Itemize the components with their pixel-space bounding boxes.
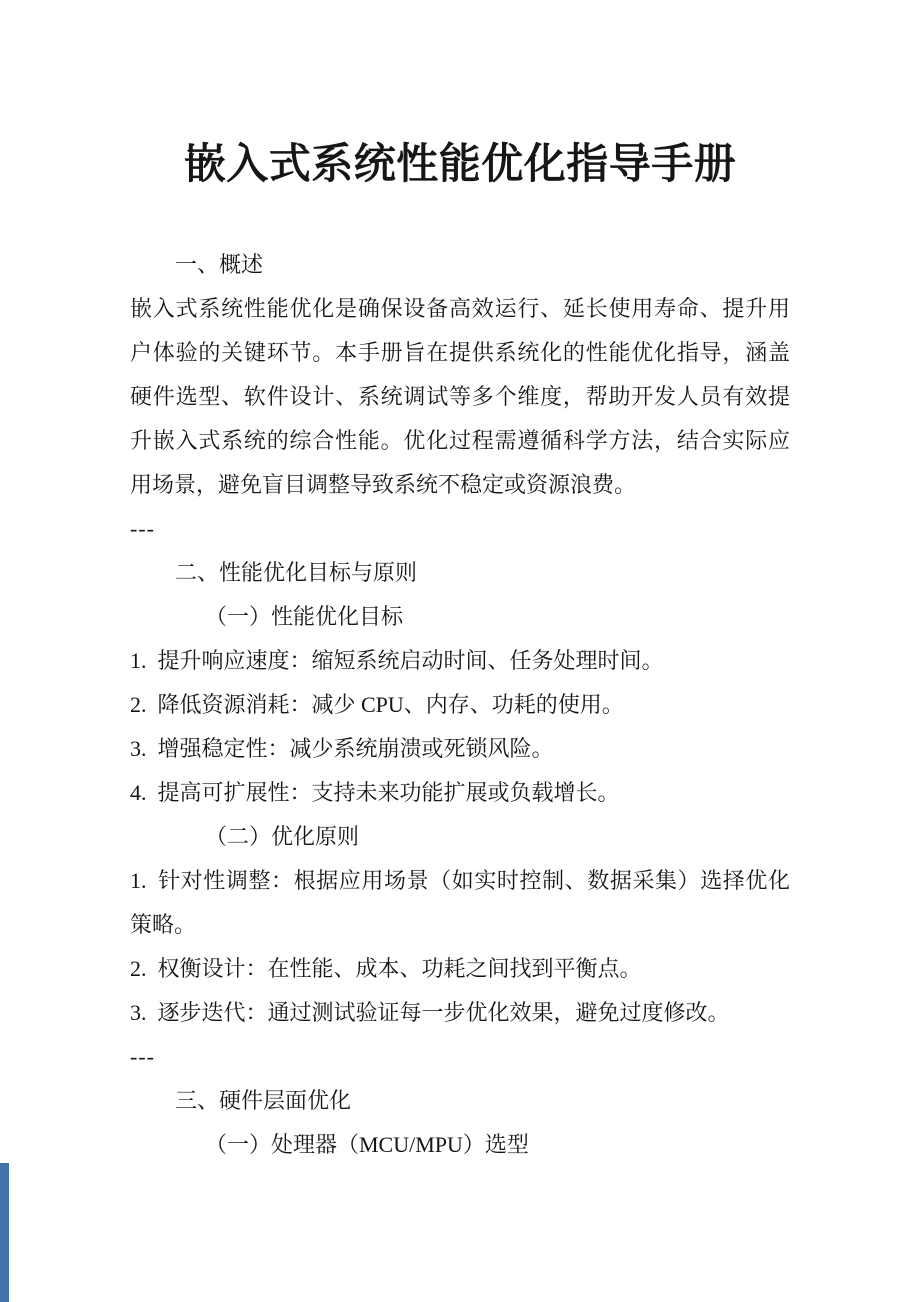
list-number: 2.: [130, 692, 147, 717]
subsection-heading: （一）性能优化目标: [205, 604, 404, 629]
list-number: 3.: [130, 736, 147, 761]
subsection-heading: （二）优化原则: [205, 824, 360, 849]
section-heading: 一、概述: [175, 252, 264, 277]
section-heading: 二、性能优化目标与原则: [175, 560, 418, 585]
paragraph-line: 用场景，避免盲目调整导致系统不稳定或资源浪费。: [130, 472, 637, 497]
list-item: [130, 727, 790, 771]
section-heading: 三、硬件层面优化: [175, 1088, 352, 1113]
paragraph-line: 嵌入式系统性能优化是确保设备高效运行、延长使用寿命、提升用: [130, 296, 790, 321]
subsection-heading: （一）处理器（MCU/MPU）选型: [205, 1132, 529, 1157]
list-item: [130, 639, 790, 683]
paragraph-line: 升嵌入式系统的综合性能。优化过程需遵循科学方法，结合实际应: [130, 428, 790, 453]
list-item: [130, 771, 790, 815]
list-number: 2.: [130, 956, 147, 981]
separator-dashes: ---: [130, 516, 155, 541]
separator-dashes: ---: [130, 1044, 155, 1069]
document-title: 嵌入式系统性能优化指导手册: [183, 140, 737, 187]
list-number: 4.: [130, 780, 147, 805]
paragraph-line: 户体验的关键环节。本手册旨在提供系统化的性能优化指导，涵盖: [130, 340, 790, 365]
list-item-text: 提升响应速度：缩短系统启动时间、任务处理时间。: [157, 648, 664, 673]
list-item-text: 权衡设计：在性能、成本、功耗之间找到平衡点。: [157, 956, 642, 981]
document-lines: [130, 243, 790, 1167]
paragraph-line: 策略。: [130, 912, 197, 937]
list-item: [130, 991, 790, 1035]
list-number: 3.: [130, 1000, 147, 1025]
list-item-text: 逐步迭代：通过测试验证每一步优化效果，避免过度修改。: [157, 1000, 730, 1025]
list-item-text: 提高可扩展性：支持未来功能扩展或负载增长。: [157, 780, 620, 805]
paragraph-line: 硬件选型、软件设计、系统调试等多个维度，帮助开发人员有效提: [130, 384, 790, 409]
list-item: [130, 683, 790, 727]
list-number: 1.: [130, 868, 147, 893]
list-item: [130, 947, 790, 991]
list-item-text: 降低资源消耗：减少 CPU、内存、功耗的使用。: [157, 692, 624, 717]
left-accent-bar: [0, 1163, 9, 1302]
list-item-text: 针对性调整：根据应用场景（如实时控制、数据采集）选择优化: [157, 868, 790, 893]
list-item-text: 增强稳定性：减少系统崩溃或死锁风险。: [157, 736, 554, 761]
list-item: [130, 859, 790, 903]
list-number: 1.: [130, 648, 147, 673]
